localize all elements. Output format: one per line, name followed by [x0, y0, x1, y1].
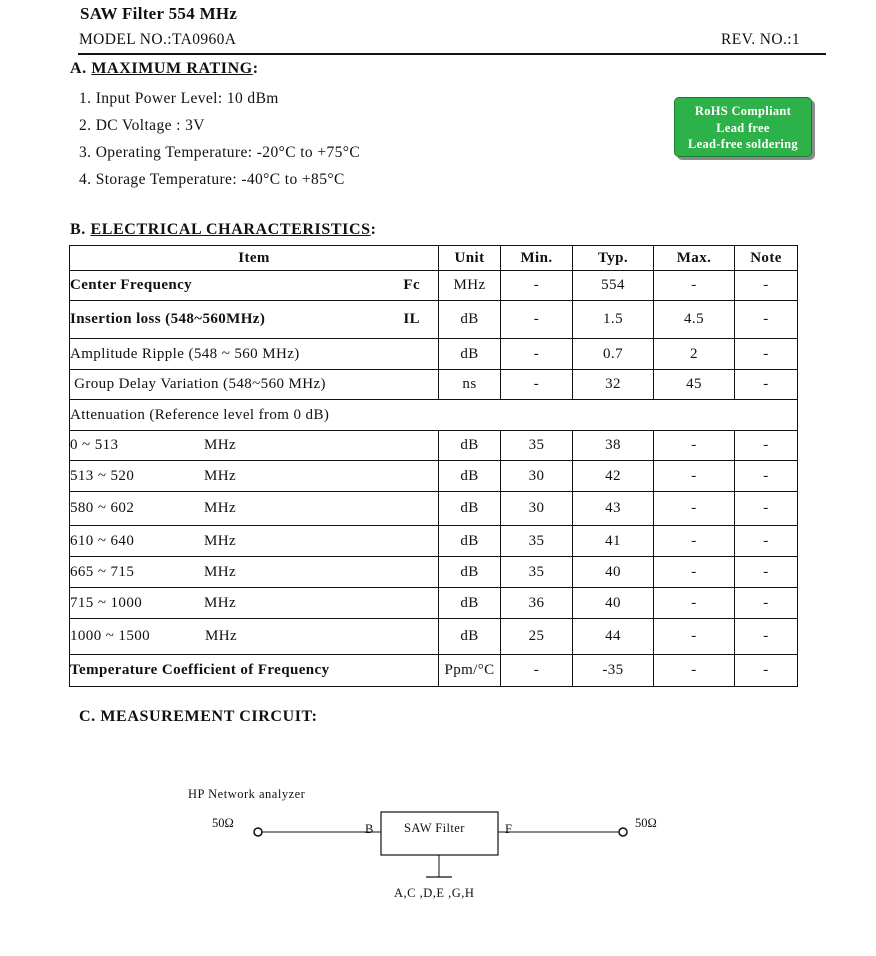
document-title: SAW Filter 554 MHz — [80, 4, 238, 23]
item-cell: Amplitude Ripple (548 ~ 560 MHz) — [70, 339, 439, 370]
saw-filter-label: SAW Filter — [404, 821, 465, 835]
output-pin-label: F — [505, 822, 512, 836]
table-row: 715 ~ 1000 MHz dB 36 40 - - — [70, 588, 798, 619]
table-row: Amplitude Ripple (548 ~ 560 MHz) dB - 0.7 2 - — [70, 339, 798, 370]
input-impedance-label: 50Ω — [212, 816, 234, 830]
item-cell: Center Frequency Fc — [70, 271, 439, 301]
ground-pins-label: A,C ,D,E ,G,H — [394, 886, 475, 900]
table-row: 610 ~ 640 MHz dB 35 41 - - — [70, 526, 798, 557]
output-terminal-icon — [619, 828, 627, 836]
col-header: Item — [70, 246, 439, 271]
output-impedance-label: 50Ω — [635, 816, 657, 830]
col-header: Max. — [654, 246, 735, 271]
col-header: Note — [735, 246, 798, 271]
table-row: Center Frequency Fc MHz - 554 - - — [70, 271, 798, 301]
input-pin-label: B — [365, 822, 374, 836]
table-row: 513 ~ 520 MHz dB 30 42 - - — [70, 461, 798, 492]
item-cell: 610 ~ 640 MHz — [70, 526, 439, 557]
badge-line: Lead-free soldering — [688, 137, 798, 151]
item-cell: 715 ~ 1000 MHz — [70, 588, 439, 619]
section-a-heading: A. MAXIMUM RATING: — [70, 60, 259, 77]
table-row: Temperature Coefficient of Frequency Ppm/°C - -35 - - — [70, 655, 798, 687]
section-c-heading: C. MEASUREMENT CIRCUIT: — [79, 708, 318, 725]
item-cell: 1000 ~ 1500 MHz — [70, 619, 439, 655]
section-b-heading: B. ELECTRICAL CHARACTERISTICS: — [70, 221, 377, 238]
model-number: MODEL NO.:TA0960A — [79, 31, 237, 48]
item-cell: 580 ~ 602 MHz — [70, 492, 439, 526]
revision-number: REV. NO.:1 — [721, 31, 801, 48]
table-row: Group Delay Variation (548~560 MHz) ns - 32 45 - — [70, 370, 798, 400]
input-terminal-icon — [254, 828, 262, 836]
col-header: Typ. — [573, 246, 654, 271]
table-row: 580 ~ 602 MHz dB 30 43 - - — [70, 492, 798, 526]
col-header: Min. — [501, 246, 573, 271]
col-header: Unit — [439, 246, 501, 271]
item-cell: 513 ~ 520 MHz — [70, 461, 439, 492]
rating-item: 1. Input Power Level: 10 dBm — [79, 90, 279, 107]
attenuation-label: Attenuation (Reference level from 0 dB) — [70, 400, 798, 431]
item-cell: 665 ~ 715 MHz — [70, 557, 439, 588]
badge-line: Lead free — [716, 120, 770, 135]
item-cell: 0 ~ 513 MHz — [70, 431, 439, 461]
rating-item: 3. Operating Temperature: -20°C to +75°C — [79, 144, 361, 161]
table-row: 0 ~ 513 MHz dB 35 38 - - — [70, 431, 798, 461]
table-row: 1000 ~ 1500 MHz dB 25 44 - - — [70, 619, 798, 655]
item-cell: Group Delay Variation (548~560 MHz) — [70, 370, 439, 400]
rating-item: 2. DC Voltage : 3V — [79, 117, 205, 134]
item-cell: Insertion loss (548~560MHz) IL — [70, 301, 439, 339]
analyzer-label: HP Network analyzer — [188, 787, 306, 801]
item-cell: Temperature Coefficient of Frequency — [70, 655, 439, 687]
rating-item: 4. Storage Temperature: -40°C to +85°C — [79, 171, 345, 188]
saw-filter-box — [381, 812, 498, 855]
table-row: 665 ~ 715 MHz dB 35 40 - - — [70, 557, 798, 588]
badge-line: RoHS Compliant — [694, 104, 792, 118]
table-row: Insertion loss (548~560MHz) IL dB - 1.5 4.5 - — [70, 301, 798, 339]
